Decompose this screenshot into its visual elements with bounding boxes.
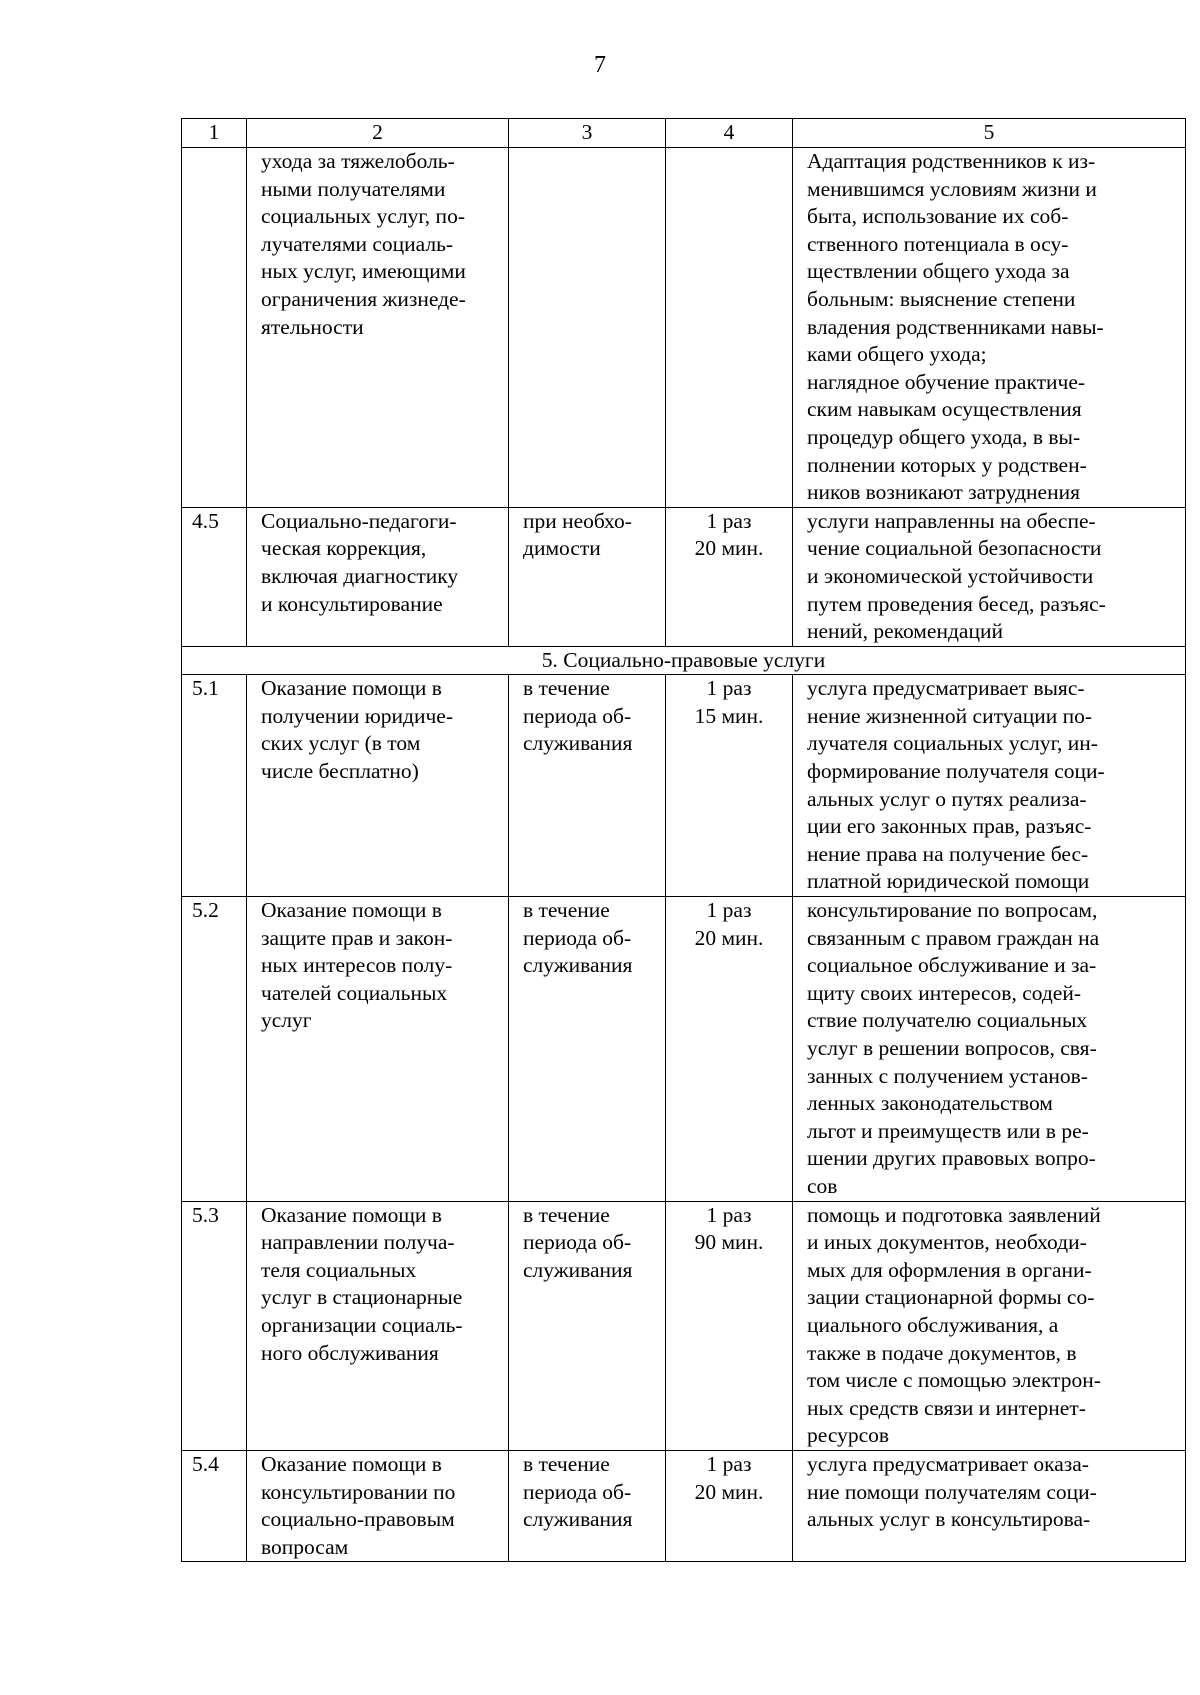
page-number: 7	[594, 52, 606, 78]
cell-text-line: ресурсов	[807, 1423, 890, 1448]
cell-text-line: также в подаче документов, в	[807, 1340, 1077, 1365]
cell-text-line: ников возникают затруднения	[807, 480, 1081, 505]
cell-text-line: Оказание помощи в	[261, 1202, 442, 1227]
cell-text-line: служивания	[523, 1257, 633, 1282]
service-name-cell	[247, 148, 509, 508]
header-cell-4: 4	[666, 119, 793, 148]
cell-text-line: щиту своих интересов, содей-	[807, 980, 1082, 1005]
services-table	[181, 118, 1186, 1562]
row-number-cell: 5.1	[182, 675, 247, 897]
cell-text-line: 20 мин.	[694, 1479, 764, 1504]
cell-text-line: ятельности	[261, 314, 364, 339]
section-title: 5. Социально-правовые услуги	[182, 646, 1186, 675]
cell-text-line: социально-правовым	[261, 1507, 455, 1532]
header-cell-3: 3	[509, 119, 666, 148]
cell-text-line: ками общего ухода;	[807, 342, 987, 367]
row-number-cell: 5.2	[182, 897, 247, 1202]
cell-text-line: зации стационарной формы со-	[807, 1285, 1095, 1310]
cell-text-line: периода об-	[523, 1479, 632, 1504]
service-period-cell	[509, 1450, 666, 1561]
cell-text-line: ским навыкам осуществления	[807, 397, 1082, 422]
cell-text-line: услуги направленны на обеспе-	[807, 508, 1096, 533]
cell-text-line: и иных документов, необходи-	[807, 1230, 1087, 1255]
cell-text-line: организации социаль-	[261, 1312, 463, 1337]
cell-text-line: 20 мин.	[694, 536, 764, 561]
cell-text-line: ных интересов полу-	[261, 953, 453, 978]
row-number-cell: 5.3	[182, 1201, 247, 1450]
table-header-row	[182, 119, 1186, 148]
cell-text-line: направлении получа-	[261, 1230, 455, 1255]
cell-text-line: занных с получением установ-	[807, 1063, 1088, 1088]
cell-text-line: служивания	[523, 731, 633, 756]
cell-text-line: альных услуг о путях реализа-	[807, 786, 1087, 811]
cell-text-line: вопросам	[261, 1534, 349, 1559]
cell-text-line: услуга предусматривает оказа-	[807, 1451, 1089, 1476]
cell-text-line: услуг в стационарные	[261, 1285, 463, 1310]
cell-text-line: в течение	[523, 898, 610, 923]
service-description-cell	[793, 897, 1186, 1202]
row-number-cell: 4.5	[182, 507, 247, 646]
cell-text-line: теля социальных	[261, 1257, 417, 1282]
cell-text-line: быта, использование их соб-	[807, 204, 1069, 229]
cell-text-line: получении юридиче-	[261, 703, 453, 728]
service-frequency-cell	[666, 1201, 793, 1450]
cell-text-line: ограничения жизнеде-	[261, 286, 466, 311]
cell-text-line: социальных услуг, по-	[261, 204, 465, 229]
cell-text-line: ции его законных прав, разъяс-	[807, 814, 1092, 839]
cell-text-line: ного обслуживания	[261, 1340, 439, 1365]
service-period-cell	[509, 507, 666, 646]
cell-text-line: 1 раз	[706, 676, 752, 701]
cell-text-line: сов	[807, 1173, 838, 1198]
service-description-cell	[793, 507, 1186, 646]
cell-text-line: ленных законодательством	[807, 1091, 1053, 1116]
cell-text-line: Оказание помощи в	[261, 676, 442, 701]
cell-text-line: лучателями социаль-	[261, 231, 454, 256]
cell-text-line: 15 мин.	[694, 703, 764, 728]
service-frequency-cell	[666, 507, 793, 646]
cell-text-line: лучателя социальных услуг, ин-	[807, 731, 1098, 756]
cell-text-line: ственного потенциала в осу-	[807, 231, 1069, 256]
cell-text-line: ние помощи получателям соци-	[807, 1479, 1097, 1504]
cell-text-line: больным: выяснение степени	[807, 286, 1076, 311]
cell-text-line: ществлении общего ухода за	[807, 259, 1070, 284]
section-row	[182, 646, 1186, 675]
table-row	[182, 1450, 1186, 1561]
cell-text-line: ухода за тяжелоболь-	[261, 149, 455, 173]
cell-text-line: при необхо-	[523, 508, 632, 533]
cell-text-line: шении других правовых вопро-	[807, 1146, 1096, 1171]
cell-text-line: наглядное обучение практиче-	[807, 369, 1086, 394]
cell-text-line: ских услуг (в том	[261, 731, 421, 756]
cell-text-line: связанным с правом граждан на	[807, 925, 1100, 950]
cell-text-line: мых для оформления в органи-	[807, 1257, 1092, 1282]
service-name-cell	[247, 1201, 509, 1450]
service-name-cell	[247, 1450, 509, 1561]
cell-text-line: ствие получателю социальных	[807, 1008, 1088, 1033]
service-period-cell	[509, 148, 666, 508]
cell-text-line: ных средств связи и интернет-	[807, 1395, 1086, 1420]
table-body	[182, 119, 1186, 1562]
cell-text-line: 1 раз	[706, 898, 752, 923]
service-period-cell	[509, 1201, 666, 1450]
row-number-cell	[182, 148, 247, 508]
cell-text-line: служивания	[523, 953, 633, 978]
table-row	[182, 897, 1186, 1202]
cell-text-line: 1 раз	[706, 1451, 752, 1476]
service-name-cell	[247, 507, 509, 646]
cell-text-line: социальное обслуживание и за-	[807, 953, 1097, 978]
cell-text-line: платной юридической помощи	[807, 869, 1090, 894]
cell-text-line: и экономической устойчивости	[807, 563, 1094, 588]
header-cell-2: 2	[247, 119, 509, 148]
service-period-cell	[509, 897, 666, 1202]
row-number-cell: 5.4	[182, 1450, 247, 1561]
cell-text-line: услуг в решении вопросов, свя-	[807, 1036, 1097, 1060]
service-description-cell	[793, 1450, 1186, 1561]
header-cell-1: 1	[182, 119, 247, 148]
cell-text-line: помощь и подготовка заявлений	[807, 1202, 1101, 1227]
cell-text-line: периода об-	[523, 1230, 632, 1255]
cell-text-line: периода об-	[523, 703, 632, 728]
cell-text-line: циального обслуживания, а	[807, 1312, 1059, 1337]
service-description-cell	[793, 1201, 1186, 1450]
cell-text-line: Оказание помощи в	[261, 898, 442, 923]
cell-text-line: ных услуг, имеющими	[261, 259, 466, 284]
cell-text-line: служивания	[523, 1507, 633, 1532]
header-cell-5: 5	[793, 119, 1186, 148]
cell-text-line: периода об-	[523, 925, 632, 950]
cell-text-line: 90 мин.	[694, 1230, 764, 1255]
cell-text-line: полнении которых у родствен-	[807, 452, 1087, 477]
service-frequency-cell	[666, 897, 793, 1202]
cell-text-line: нение права на получение бес-	[807, 841, 1089, 866]
service-frequency-cell	[666, 675, 793, 897]
cell-text-line: ческая коррекция,	[261, 536, 427, 561]
cell-text-line: Социально-педагоги-	[261, 508, 457, 533]
cell-text-line: в течение	[523, 1202, 610, 1227]
cell-text-line: услуга предусматривает выяс-	[807, 676, 1085, 701]
service-description-cell	[793, 148, 1186, 508]
cell-text-line: ными получателями	[261, 176, 446, 201]
cell-text-line: 1 раз	[706, 508, 752, 533]
cell-text-line: Оказание помощи в	[261, 1451, 442, 1476]
table-row	[182, 1201, 1186, 1450]
cell-text-line: консультирование по вопросам,	[807, 898, 1098, 923]
cell-text-line: процедур общего ухода, в вы-	[807, 424, 1081, 449]
cell-text-line: чателей социальных	[261, 980, 448, 1005]
cell-text-line: в течение	[523, 1451, 610, 1476]
cell-text-line: димости	[523, 536, 601, 561]
cell-text-line: Адаптация родственников к из-	[807, 149, 1096, 173]
table-row	[182, 148, 1186, 508]
cell-text-line: включая диагностику	[261, 563, 459, 588]
service-name-cell	[247, 675, 509, 897]
cell-text-line: нений, рекомендаций	[807, 619, 1003, 644]
cell-text-line: числе бесплатно)	[261, 759, 419, 784]
service-period-cell	[509, 675, 666, 897]
cell-text-line: формирование получателя соци-	[807, 759, 1105, 784]
cell-text-line: владения родственниками навы-	[807, 314, 1104, 339]
cell-text-line: том числе с помощью электрон-	[807, 1368, 1101, 1393]
cell-text-line: альных услуг в консультирова-	[807, 1507, 1091, 1532]
cell-text-line: льгот и преимуществ или в ре-	[807, 1118, 1089, 1143]
table-row	[182, 675, 1186, 897]
service-frequency-cell	[666, 1450, 793, 1561]
cell-text-line: 20 мин.	[694, 925, 764, 950]
cell-text-line: путем проведения бесед, разъяс-	[807, 591, 1106, 616]
cell-text-line: 1 раз	[706, 1202, 752, 1227]
cell-text-line: консультировании по	[261, 1479, 456, 1504]
cell-text-line: и консультирование	[261, 591, 443, 616]
cell-text-line: в течение	[523, 676, 610, 701]
cell-text-line: нение жизненной ситуации по-	[807, 703, 1093, 728]
cell-text-line: услуг	[261, 1008, 312, 1033]
service-frequency-cell	[666, 148, 793, 508]
table-row	[182, 507, 1186, 646]
service-name-cell	[247, 897, 509, 1202]
cell-text-line: чение социальной безопасности	[807, 536, 1102, 561]
service-description-cell	[793, 675, 1186, 897]
cell-text-line: защите прав и закон-	[261, 925, 453, 950]
cell-text-line: менившимся условиям жизни и	[807, 176, 1097, 201]
